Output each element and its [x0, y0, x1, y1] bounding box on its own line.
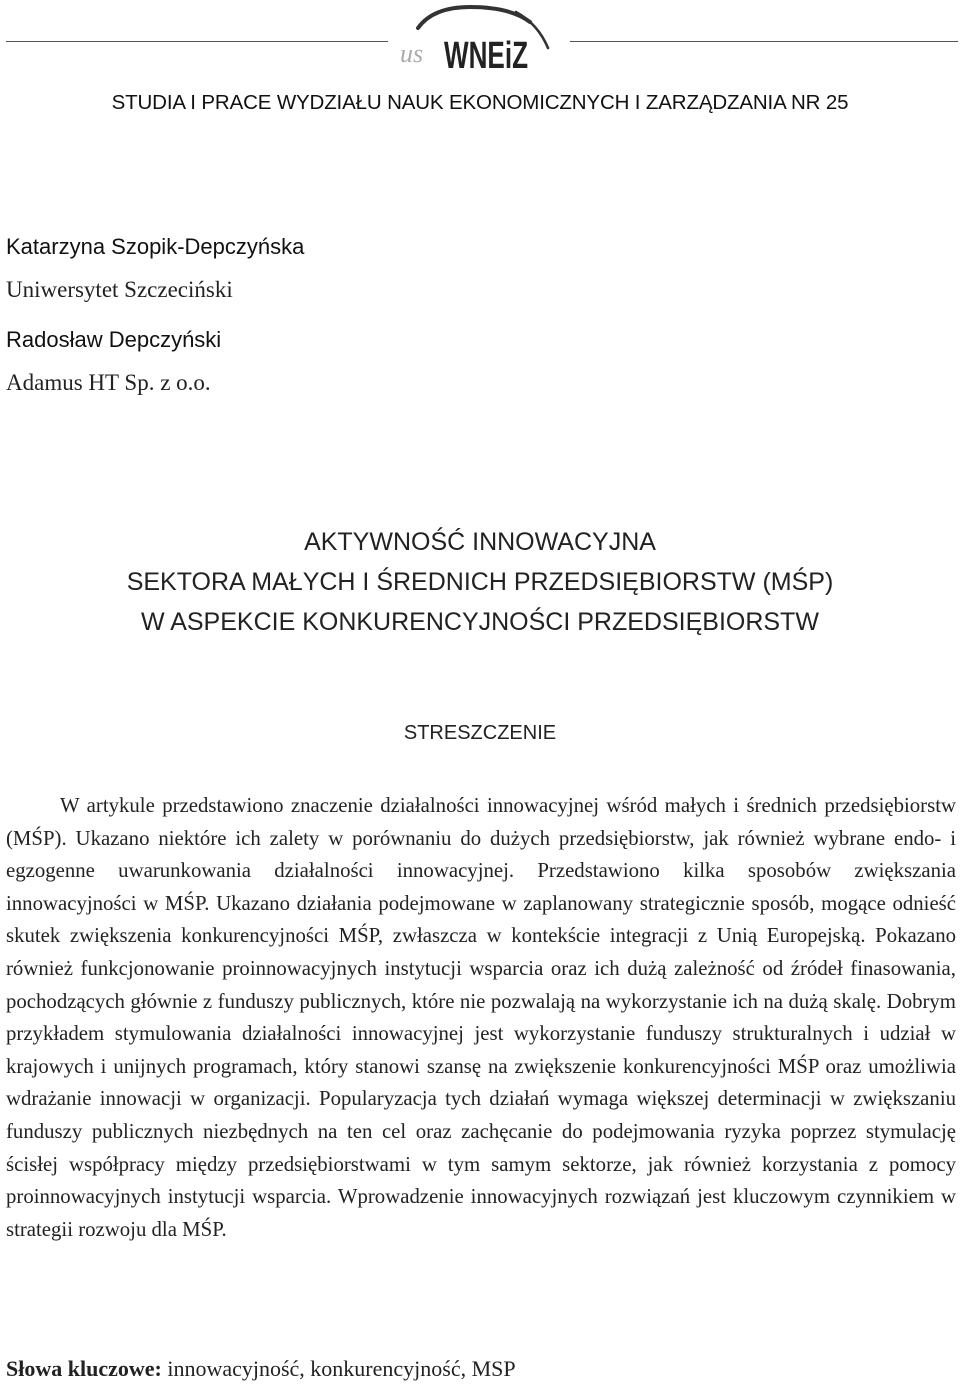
article-title: [0, 522, 960, 642]
header-rule-right: [570, 41, 958, 42]
author-2-affiliation: Adamus HT Sp. z o.o.: [6, 370, 211, 395]
title-line-2: SEKTORA MAŁYCH I ŚREDNICH PRZEDSIĘBIORSTW (MŚP): [126, 568, 834, 596]
logo-name-text: WNEiZ: [444, 35, 528, 76]
series-title: STUDIA I PRACE WYDZIAŁU NAUK EKONOMICZNYCH I ZARZĄDZANIA NR 25: [111, 91, 849, 114]
logo-prefix-text: us: [400, 39, 424, 68]
abstract-text: W artykule przedstawiono znaczenie działalności innowacyjnej wśród małych i średnich przedsiębiorstw (MŚP). Ukazano niektóre ich zalety w porównaniu do dużych przedsiębiorstw, jak również wybrane endo- i egzogenne uwarunkowania działalności innowacyjnej. Przedstawiono kilka sposobów zwiększania innowacyjności w MŚP. Ukazano działania podejmowane w zaplanowany strategicznie sposób, mogące odnieść skutek zwiększenia konkurencyjności MŚP, zwłaszcza w kontekście integracji z Unią Europejską. Pokazano również funkcjonowanie proinnowacyjnych instytucji wsparcia oraz ich dużą zależność od źródeł finasowania, pochodzących głównie z funduszy publicznych, które nie pozwalają na wykorzystanie ich na dużą skalę. Dobrym przykładem stymulowania działalności innowacyjnej jest wykorzystanie funduszy strukturalnych i udział w krajowych i unijnych programach, który stanowi szansę na zwiększenie konkurencyjności MŚP oraz umożliwia wdrażanie innowacji w organizacji. Popularyzacja tych działań wymaga większej determinacji w zwiększaniu funduszy publicznych niezbędnych na ten cel oraz zachęcanie do podejmowania ryzyka poprzez stymulację ścisłej współpracy między przedsiębiorstwami w tym samym sektorze, jak również korzystania z pomocy proinnowacyjnych instytucji wsparcia. Wprowadzenie innowacyjnych rozwiązań jest kluczowym czynnikiem w strategii rozwoju dla MŚP.: [6, 794, 956, 1241]
keywords-label: Słowa kluczowe:: [6, 1356, 162, 1381]
author-1-affiliation: Uniwersytet Szczeciński: [6, 277, 233, 302]
title-line-3: W ASPEKCIE KONKURENCYJNOŚCI PRZEDSIĘBIORSTW: [141, 608, 819, 636]
wneiz-logo: [398, 4, 558, 76]
title-line-1: AKTYWNOŚĆ INNOWACYJNA: [304, 528, 656, 556]
keywords-value: innowacyjność, konkurencyjność, MSP: [167, 1356, 516, 1381]
header-rule-left: [6, 41, 388, 42]
author-2-name: Radosław Depczyński: [6, 327, 222, 352]
author-1-name: Katarzyna Szopik-Depczyńska: [6, 234, 305, 259]
abstract-heading: STRESZCZENIE: [403, 722, 557, 744]
keywords: [6, 1356, 516, 1382]
